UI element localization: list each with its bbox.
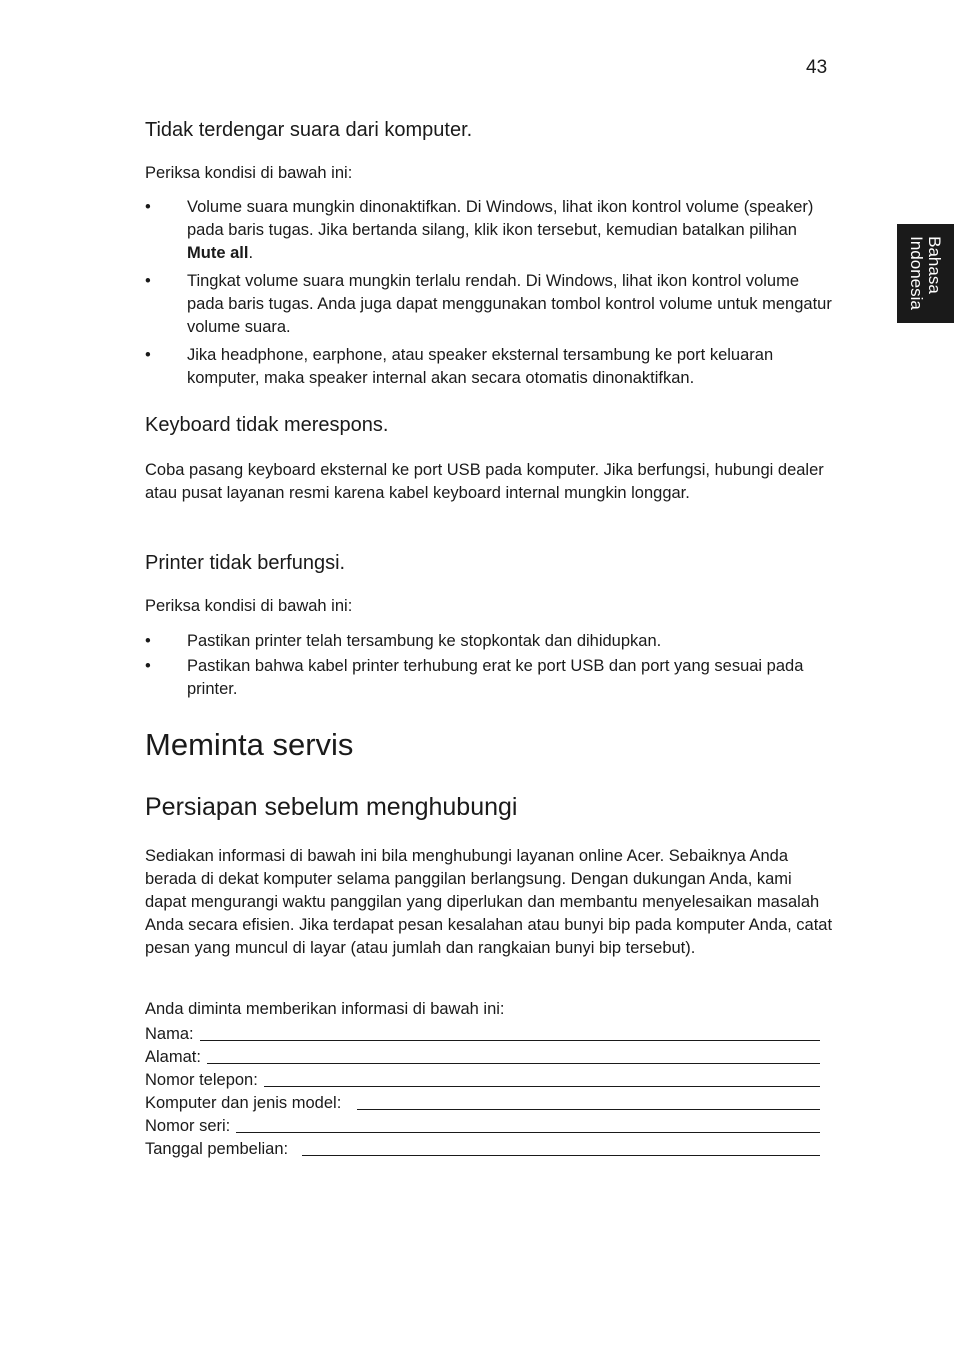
list-item: [145, 344, 835, 390]
sound-heading: Tidak terdengar suara dari komputer.: [145, 119, 473, 141]
bullet-marker: •: [145, 272, 151, 290]
phone-blank-line: [264, 1086, 820, 1087]
address-blank-line: [207, 1063, 820, 1064]
purchase-date-label: Tanggal pembelian:: [145, 1140, 289, 1158]
form-row-purchase-date: [145, 1136, 820, 1159]
bullet-marker: •: [145, 632, 151, 650]
language-tab-label: [907, 236, 943, 310]
language-tab-line1: Bahasa: [925, 236, 944, 294]
model-label: Komputer dan jenis model:: [145, 1094, 342, 1112]
list-item: [145, 630, 835, 653]
sound-intro: Periksa kondisi di bawah ini:: [145, 164, 353, 182]
service-body: Sediakan informasi di bawah ini bila menghubungi layanan online Acer. Sebaiknya Anda berada di dekat komputer selama panggilan berlangsung. Dengan dukungan Anda, kami dapat mengurangi waktu panggilan yang diperlukan dan membantu menyelesaikan masalah Anda secara efisien. Jika terdapat pesan kesalahan atau bunyi bip pada komputer Anda, catat pesan yang muncul di layar (atau jumlah dan rangkaian bunyi bip tersebut).: [145, 847, 833, 957]
bullet-text: Pastikan printer telah tersambung ke stopkontak dan dihidupkan.: [187, 632, 662, 650]
language-tab-line2: Indonesia: [907, 236, 926, 310]
form-row-address: [145, 1044, 820, 1067]
bullet-text-end: .: [248, 244, 254, 262]
name-label: Nama:: [145, 1025, 194, 1043]
name-blank-line: [200, 1040, 820, 1041]
address-label: Alamat:: [145, 1048, 201, 1066]
serial-blank-line: [236, 1132, 820, 1133]
bullet-text: Volume suara mungkin dinonaktifkan. Di Windows, lihat ikon kontrol volume (speaker) pada baris tugas. Jika bertanda silang, klik ikon tersebut, kemudian batalkan pilihan: [187, 198, 814, 239]
list-item: [145, 655, 835, 701]
form-row-model: [145, 1090, 820, 1113]
printer-intro: Periksa kondisi di bawah ini:: [145, 597, 353, 615]
form-row-phone: [145, 1067, 820, 1090]
form-intro: Anda diminta memberikan informasi di bawah ini:: [145, 1000, 505, 1018]
bullet-text: Jika headphone, earphone, atau speaker eksternal tersambung ke port keluaran komputer, maka speaker internal akan secara otomatis dinonaktifkan.: [187, 346, 774, 387]
bullet-marker: •: [145, 346, 151, 364]
contact-info-form: [145, 1021, 820, 1159]
keyboard-body: Coba pasang keyboard eksternal ke port USB pada komputer. Jika berfungsi, hubungi dealer atau pusat layanan resmi karena kabel keyboard internal mungkin longgar.: [145, 461, 824, 502]
phone-label: Nomor telepon:: [145, 1071, 258, 1089]
page-number: 43: [806, 57, 828, 78]
model-blank-line: [357, 1109, 820, 1110]
form-row-name: [145, 1021, 820, 1044]
keyboard-heading: Keyboard tidak merespons.: [145, 414, 389, 436]
language-side-tab: [897, 224, 954, 323]
mute-all-label: Mute all: [187, 244, 249, 262]
form-row-serial: [145, 1113, 820, 1136]
sound-bullet-list: [145, 196, 835, 390]
bullet-text: Pastikan bahwa kabel printer terhubung erat ke port USB dan port yang sesuai pada printer.: [187, 657, 804, 698]
printer-heading: Printer tidak berfungsi.: [145, 552, 346, 574]
serial-label: Nomor seri:: [145, 1117, 231, 1135]
bullet-marker: •: [145, 198, 151, 216]
service-title: Meminta servis: [145, 727, 354, 762]
bullet-text: Tingkat volume suara mungkin terlalu rendah. Di Windows, lihat ikon kontrol volume pada baris tugas. Anda juga dapat menggunakan tombol kontrol volume untuk mengatur volume suara.: [187, 272, 832, 336]
service-subtitle: Persiapan sebelum menghubungi: [145, 793, 518, 821]
list-item: [145, 196, 835, 265]
purchase-date-blank-line: [302, 1155, 820, 1156]
printer-bullet-list: [145, 630, 835, 701]
list-item: [145, 270, 835, 339]
bullet-marker: •: [145, 657, 151, 675]
